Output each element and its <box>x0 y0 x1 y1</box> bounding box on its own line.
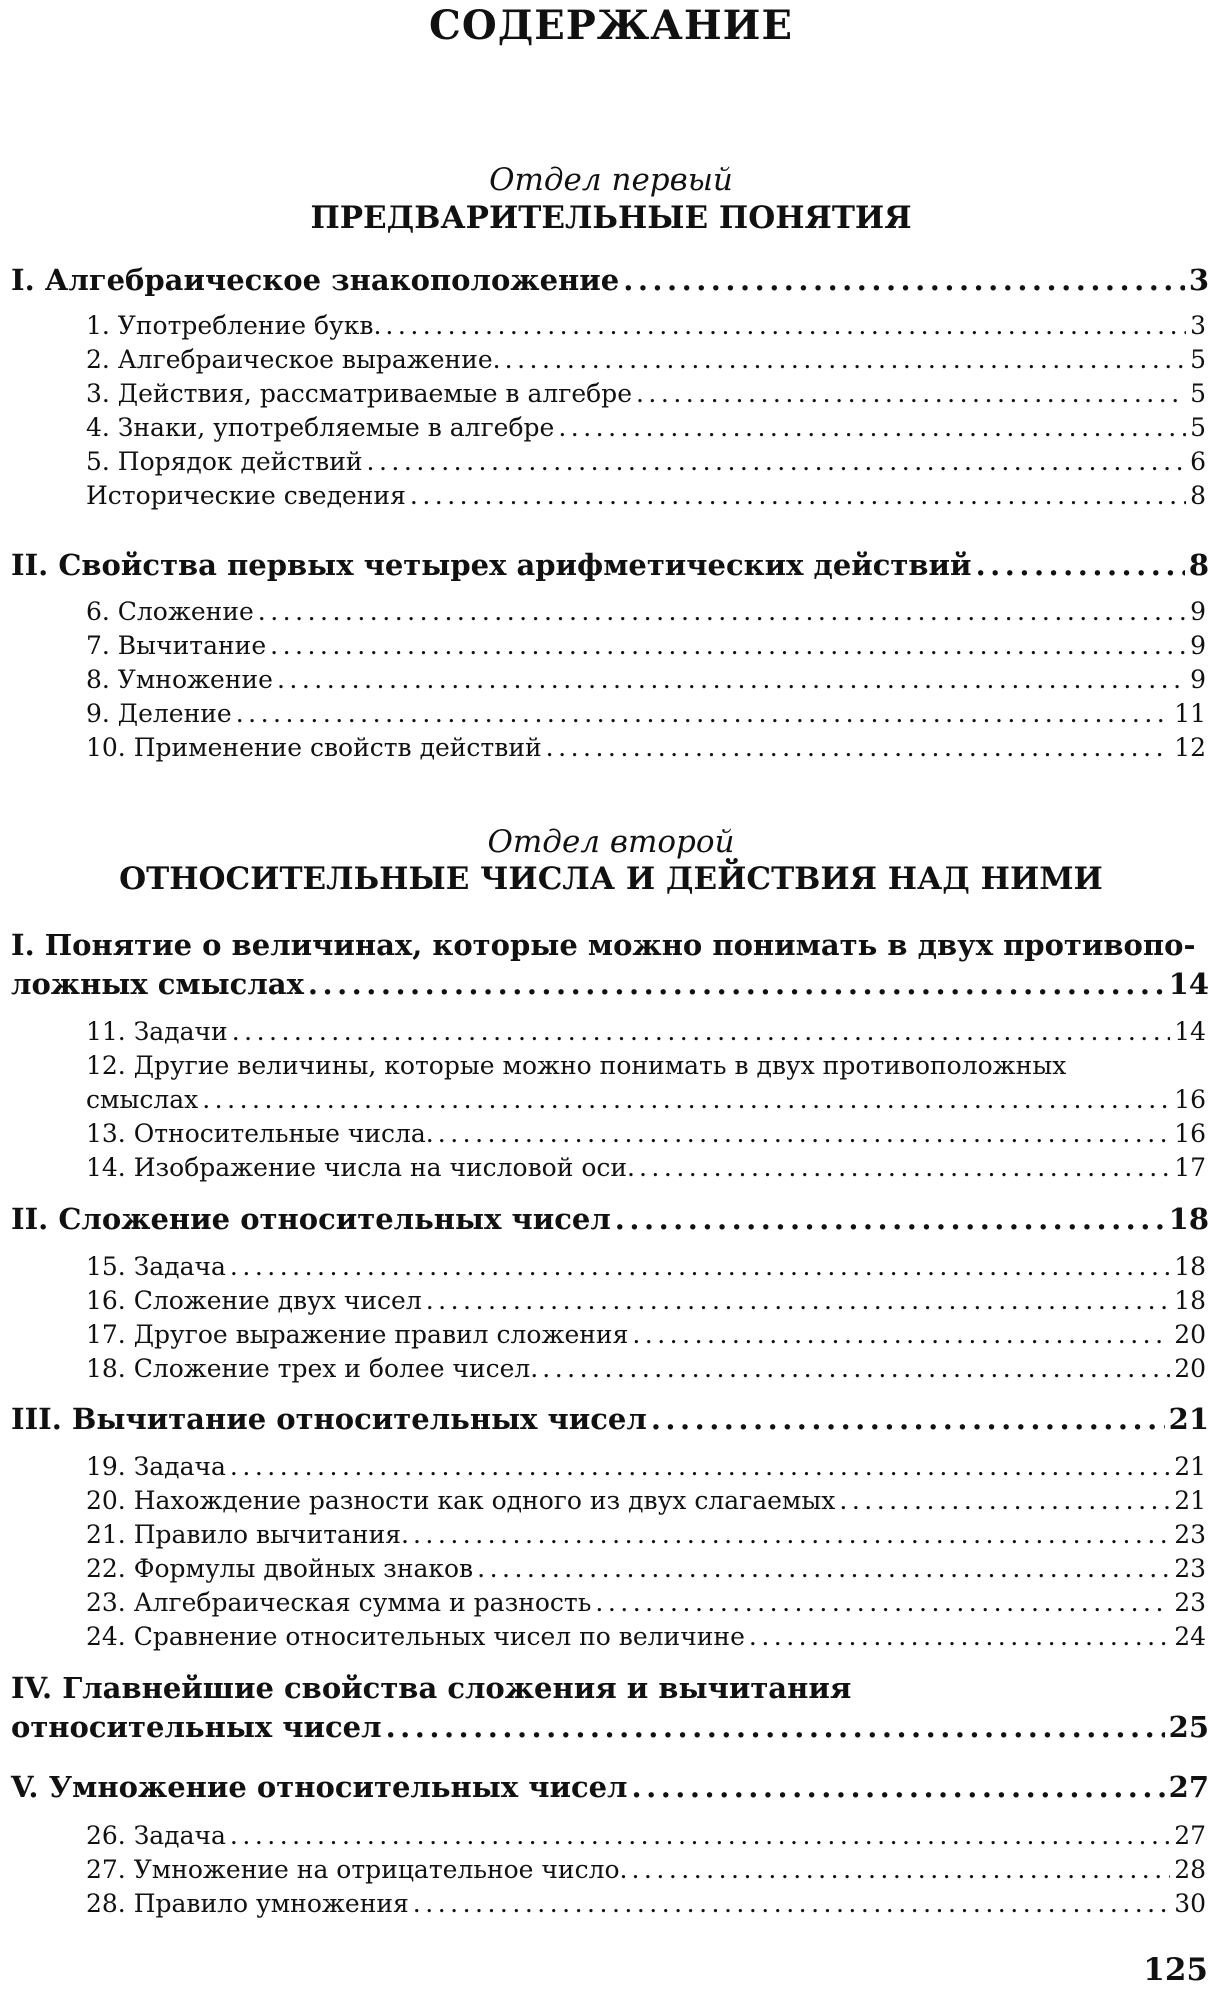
toc-entry-text: 20. Нахождение разности как одного из двух слагаемых <box>86 1486 836 1515</box>
toc-entry[interactable] <box>86 1153 1206 1182</box>
toc-entry[interactable] <box>86 1520 1206 1549</box>
part-title: ОТНОСИТЕЛЬНЫЕ ЧИСЛА И ДЕЙСТВИЯ НАД НИМИ <box>119 861 1103 897</box>
toc-entry-text: 6. Сложение <box>86 597 254 626</box>
toc-entry[interactable] <box>86 1821 1206 1850</box>
toc-page-number: 23 <box>1174 1520 1206 1549</box>
dot-leader <box>636 379 1186 408</box>
dot-leader <box>230 1821 1170 1850</box>
dot-leader <box>202 1085 1170 1114</box>
toc-chapter[interactable] <box>11 1202 1209 1236</box>
toc-entry-text: 4. Знаки, употребляемые в алгебре <box>86 413 555 442</box>
toc-page-number: 21 <box>1168 1402 1209 1436</box>
dot-leader <box>232 1017 1171 1046</box>
dot-leader <box>639 1153 1170 1182</box>
toc-entry-text: 27. Умножение на отрицательное число. <box>86 1855 628 1884</box>
toc-page-number: 9 <box>1190 597 1206 626</box>
toc-page-number: 23 <box>1174 1554 1206 1583</box>
dot-leader <box>558 413 1186 442</box>
toc-page-number: 8 <box>1190 481 1206 510</box>
dot-leader <box>546 733 1171 762</box>
toc-entry-text: 24. Сравнение относительных чисел по величине <box>86 1622 745 1651</box>
toc-entry[interactable] <box>86 1889 1206 1918</box>
part-label: Отдел первый <box>489 162 733 198</box>
dot-leader <box>632 1770 1165 1804</box>
toc-page-number: 16 <box>1174 1119 1206 1148</box>
toc-entry-text: 7. Вычитание <box>86 631 267 660</box>
toc-page-number: 30 <box>1174 1889 1206 1918</box>
toc-entry-text: смыслах <box>86 1085 199 1114</box>
toc-entry[interactable] <box>86 1119 1206 1148</box>
toc-entry[interactable] <box>86 631 1206 660</box>
toc-entry-text: 3. Действия, рассматриваемые в алгебре <box>86 379 632 408</box>
toc-chapter-text: ложных смыслах <box>11 967 304 1001</box>
toc-entry[interactable] <box>86 1486 1206 1515</box>
dot-leader <box>413 1889 1170 1918</box>
dot-leader <box>410 481 1186 510</box>
toc-entry[interactable] <box>86 1855 1206 1884</box>
toc-page-number: 24 <box>1174 1622 1206 1651</box>
toc-page-number: 17 <box>1174 1153 1206 1182</box>
toc-entry[interactable] <box>86 1085 1206 1114</box>
toc-page-number: 18 <box>1174 1286 1206 1315</box>
dot-leader <box>477 1554 1170 1583</box>
toc-entry[interactable] <box>86 699 1206 728</box>
dot-leader <box>839 1486 1170 1515</box>
toc-page-number: 27 <box>1174 1821 1206 1850</box>
toc-entry[interactable] <box>86 597 1206 626</box>
toc-chapter-text: II. Свойства первых четырех арифметических действий <box>11 548 972 582</box>
dot-leader <box>258 597 1186 626</box>
toc-entry[interactable] <box>86 447 1206 476</box>
toc-chapter-line[interactable]: IV. Главнейшие свойства сложения и вычитания <box>11 1671 852 1705</box>
dot-leader <box>438 1119 1170 1148</box>
dot-leader <box>651 1402 1165 1436</box>
toc-entry-line[interactable]: 12. Другие величины, которые можно понимать в двух противоположных <box>86 1051 1067 1080</box>
toc-page-number: 20 <box>1174 1354 1206 1383</box>
toc-page-number: 28 <box>1174 1855 1206 1884</box>
dot-leader <box>367 447 1187 476</box>
dot-leader <box>505 345 1186 374</box>
toc-page-number: 23 <box>1174 1588 1206 1617</box>
dot-leader <box>631 1855 1170 1884</box>
toc-entry-text: 21. Правило вычитания. <box>86 1520 409 1549</box>
toc-page-number: 27 <box>1168 1770 1209 1804</box>
dot-leader <box>413 1520 1170 1549</box>
dot-leader <box>230 1252 1170 1281</box>
toc-entry[interactable] <box>86 311 1206 340</box>
toc-entry[interactable] <box>86 379 1206 408</box>
dot-leader <box>270 631 1186 660</box>
toc-page-number: 5 <box>1190 379 1206 408</box>
toc-page-number: 6 <box>1190 447 1206 476</box>
dot-leader <box>236 699 1170 728</box>
toc-page-number: 16 <box>1174 1085 1206 1114</box>
dot-leader <box>615 1202 1165 1236</box>
toc-entry-text: Исторические сведения <box>86 481 406 510</box>
toc-page-number: 11 <box>1174 699 1206 728</box>
toc-entry[interactable] <box>86 1554 1206 1583</box>
toc-page-number: 18 <box>1168 1202 1209 1236</box>
toc-page-number: 25 <box>1168 1710 1209 1744</box>
dot-leader <box>277 665 1186 694</box>
toc-page-number: 3 <box>1188 263 1209 297</box>
toc-entry-text: 15. Задача <box>86 1252 226 1281</box>
toc-chapter[interactable] <box>11 1770 1209 1804</box>
toc-page-number: 21 <box>1174 1486 1206 1515</box>
toc-page-number: 12 <box>1174 733 1206 762</box>
toc-page-number: 9 <box>1190 631 1206 660</box>
dot-leader <box>230 1452 1170 1481</box>
dot-leader <box>749 1622 1170 1651</box>
toc-chapter-text: V. Умножение относительных чисел <box>11 1770 628 1804</box>
toc-entry-text: 9. Деление <box>86 699 232 728</box>
toc-entry[interactable] <box>86 1354 1206 1383</box>
dot-leader <box>308 967 1165 1001</box>
toc-chapter[interactable] <box>11 1710 1209 1744</box>
part-title: ПРЕДВАРИТЕЛЬНЫЕ ПОНЯТИЯ <box>310 200 912 236</box>
toc-entry-text: 10. Применение свойств действий <box>86 733 542 762</box>
toc-page-number: 5 <box>1190 345 1206 374</box>
dot-leader <box>623 263 1185 297</box>
toc-entry-text: 8. Умножение <box>86 665 273 694</box>
toc-entry[interactable] <box>86 1017 1206 1046</box>
toc-page-number: 14 <box>1168 967 1209 1001</box>
toc-chapter-text: относительных чисел <box>11 1710 382 1744</box>
toc-entry[interactable] <box>86 1286 1206 1315</box>
toc-entry-text: 23. Алгебраическая сумма и разность <box>86 1588 592 1617</box>
toc-page-number: 9 <box>1190 665 1206 694</box>
toc-chapter-text: I. Алгебраическое знакоположение <box>11 263 620 297</box>
toc-page-number: 14 <box>1174 1017 1206 1046</box>
toc-entry-text: 13. Относительные числа. <box>86 1119 434 1148</box>
dot-leader <box>542 1354 1170 1383</box>
toc-entry[interactable] <box>86 481 1206 510</box>
toc-entry[interactable] <box>86 413 1206 442</box>
toc-entry-text: 28. Правило умножения <box>86 1889 409 1918</box>
toc-entry-text: 11. Задачи <box>86 1017 228 1046</box>
toc-entry[interactable] <box>86 1452 1206 1481</box>
toc-page-number: 5 <box>1190 413 1206 442</box>
dot-leader <box>632 1320 1170 1349</box>
toc-chapter[interactable] <box>11 548 1209 582</box>
toc-chapter[interactable] <box>11 967 1209 1001</box>
part-label: Отдел второй <box>487 824 735 860</box>
toc-entry-text: 18. Сложение трех и более чисел. <box>86 1354 539 1383</box>
dot-leader <box>385 311 1186 340</box>
toc-entry[interactable] <box>86 665 1206 694</box>
toc-entry-text: 17. Другое выражение правил сложения <box>86 1320 629 1349</box>
toc-entry-text: 14. Изображение числа на числовой оси. <box>86 1153 635 1182</box>
toc-entry-text: 26. Задача <box>86 1821 226 1850</box>
toc-chapter[interactable] <box>11 263 1209 297</box>
toc-entry[interactable] <box>86 1320 1206 1349</box>
toc-entry[interactable] <box>86 733 1206 762</box>
toc-chapter-line[interactable]: I. Понятие о величинах, которые можно понимать в двух противопо- <box>11 928 1196 962</box>
toc-page-number: 8 <box>1188 548 1209 582</box>
toc-entry-text: 2. Алгебраическое выражение. <box>86 345 501 374</box>
toc-page-number: 21 <box>1174 1452 1206 1481</box>
page-title: СОДЕРЖАНИЕ <box>429 2 793 49</box>
dot-leader <box>386 1710 1165 1744</box>
toc-entry-text: 22. Формулы двойных знаков <box>86 1554 474 1583</box>
toc-page-number: 18 <box>1174 1252 1206 1281</box>
dot-leader <box>976 548 1185 582</box>
page-number: 125 <box>1143 1952 1208 1988</box>
dot-leader <box>426 1286 1170 1315</box>
toc-entry-text: 19. Задача <box>86 1452 226 1481</box>
toc-entry-text: 5. Порядок действий <box>86 447 363 476</box>
toc-page-number: 3 <box>1190 311 1206 340</box>
toc-entry[interactable] <box>86 1252 1206 1281</box>
toc-entry[interactable] <box>86 345 1206 374</box>
toc-chapter-text: II. Сложение относительных чисел <box>11 1202 611 1236</box>
toc-entry-text: 16. Сложение двух чисел <box>86 1286 422 1315</box>
toc-page-number: 20 <box>1174 1320 1206 1349</box>
toc-entry[interactable] <box>86 1622 1206 1651</box>
toc-chapter[interactable] <box>11 1402 1209 1436</box>
toc-entry[interactable] <box>86 1588 1206 1617</box>
toc-entry-text: 1. Употребление букв. <box>86 311 382 340</box>
toc-chapter-text: III. Вычитание относительных чисел <box>11 1402 647 1436</box>
dot-leader <box>595 1588 1170 1617</box>
